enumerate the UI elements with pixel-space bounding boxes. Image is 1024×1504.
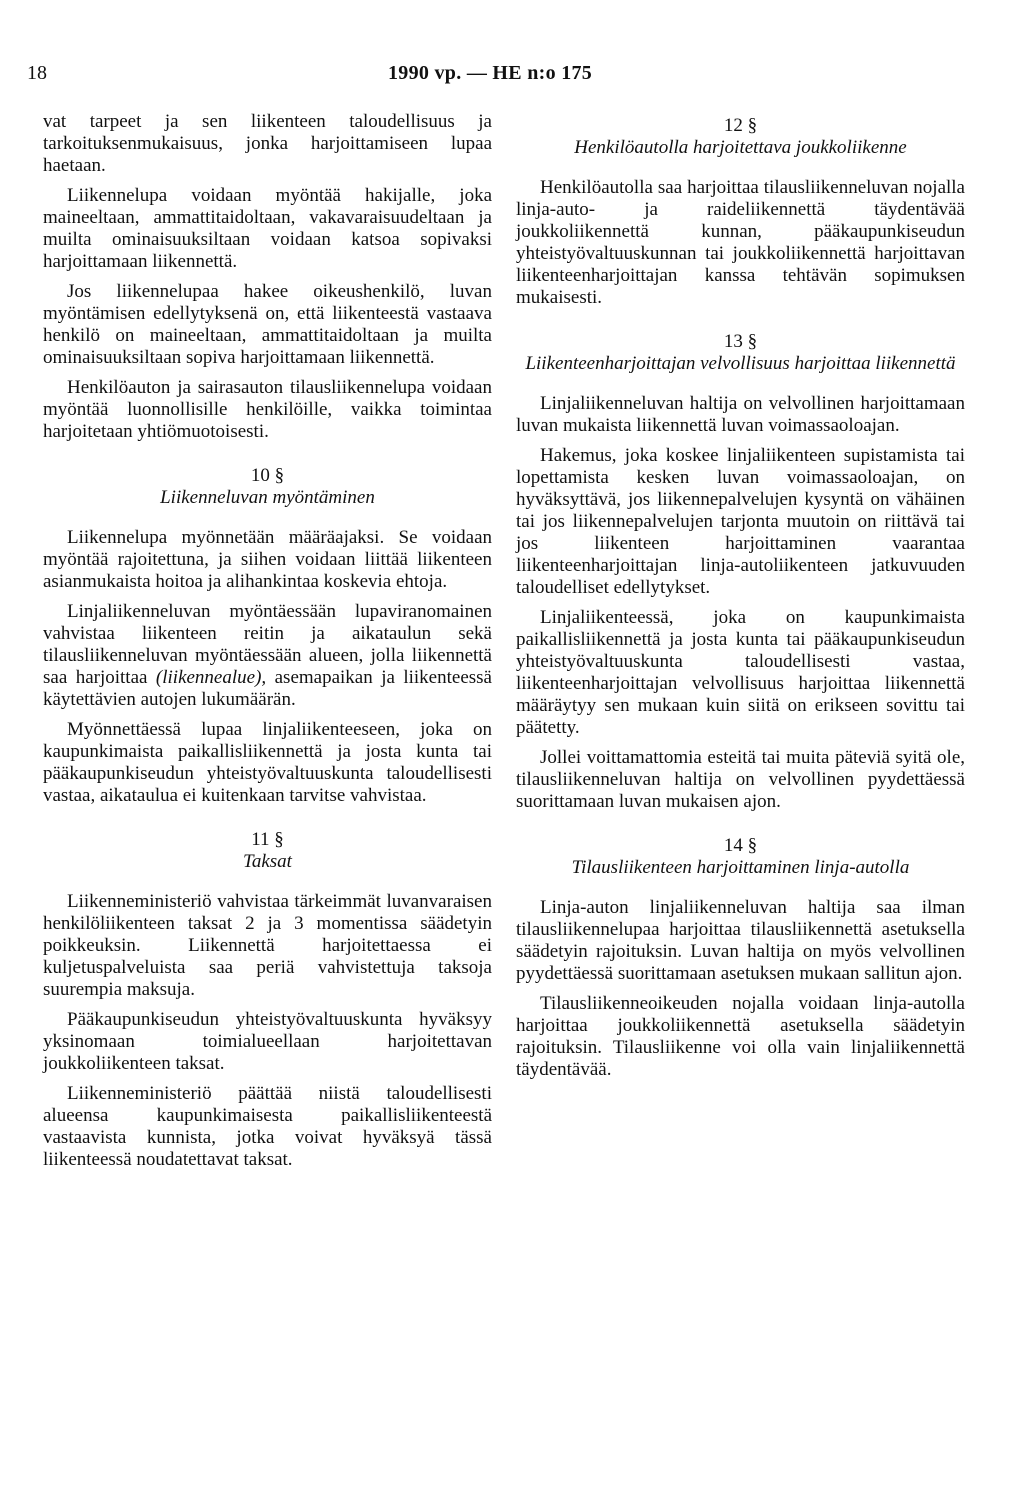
- section-title: Liikenneluvan myöntäminen: [160, 487, 375, 508]
- left-column: [43, 111, 492, 1179]
- paragraph: Liikennelupa myönnetään määräajaksi. Se voidaan myöntää rajoitettuna, ja siihen voidaan liittää liikenteen asianmukaista hoitoa ja alihankintaa koskevia ehtoja.: [43, 527, 492, 592]
- section-number: 10 §: [250, 465, 285, 486]
- section-title: Henkilöautolla harjoitettava joukkoliikenne: [574, 137, 907, 158]
- section-title: Liikenteenharjoittajan velvollisuus harjoittaa liikennettä: [525, 353, 956, 374]
- section-number: 11 §: [251, 829, 284, 850]
- section-10-heading: [43, 465, 492, 509]
- paragraph: vat tarpeet ja sen liikenteen taloudellisuus ja tarkoituksenmukaisuus, jonka harjoittamiseen lupaa haetaan.: [43, 111, 492, 176]
- right-column: [516, 111, 965, 1089]
- paragraph: Henkilöautolla saa harjoittaa tilausliikenneluvan nojalla linja-auto- ja raideliikennettä täydentävää joukkoliikennettä kunnan, pääkaupunkiseudun yhteistyövaltuuskunnan tai joukkoliikennettä harjoittavan liikenteenharjoittajan kanssa tehtävän sopimuksen mukaisesti.: [516, 177, 965, 308]
- paragraph: Hakemus, joka koskee linjaliikenteen supistamista tai lopettamista kesken luvan voimassaoloajan, on hyväksyttävä, jos liikennepalvelujen kysyntä on vähäinen tai jos liikennepalvelujen tarjonta muutoin on riittävä tai jos liikenteen harjoittaminen vaarantaa liikenteenharjoittajan linja-autoliikenteen jatkuvuuden taloudelliset edellytykset.: [516, 445, 965, 598]
- section-title: Taksat: [243, 851, 292, 872]
- section-number: 14 §: [723, 835, 758, 856]
- paragraph: [43, 601, 492, 711]
- paragraph: Linja-auton linjaliikenneluvan haltija saa ilman tilausliikennelupaa harjoittaa tilausliikennettä asetuksella säädetyin rajoituksin. Luvan haltija on myös velvollinen pyydettäessä suorittamaan asetuksen mukaan sallitun ajon.: [516, 897, 965, 984]
- paragraph: Henkilöauton ja sairasauton tilausliikennelupa voidaan myöntää luonnollisille henkilöille, vaikka toimintaa harjoitetaan yhtiömuotoisesti.: [43, 377, 492, 442]
- page-number: 18: [27, 62, 47, 84]
- section-14-heading: [516, 835, 965, 879]
- paragraph: Myönnettäessä lupaa linjaliikenteeseen, joka on kaupunkimaista paikallisliikennettä ja josta kunta tai pääkaupunkiseudun yhteistyövaltuuskunta taloudellisesti vastaa, aikataulua ei kuitenkaan tarvitse vahvistaa.: [43, 719, 492, 806]
- paragraph: Liikenneministeriö vahvistaa tärkeimmät luvanvaraisen henkilöliikenteen taksat 2 ja 3 momentissa säädetyin poikkeuksin. Liikennettä harjoitettaessa ei kuljetuspalveluista saa periä vahvistettuja taksoja suurempia maksuja.: [43, 891, 492, 1000]
- paragraph-text: asemapaikan ja liikenteessä käytettävien autojen lukumäärän.: [43, 667, 492, 710]
- paragraph: Liikenneministeriö päättää niistä taloudellisesti alueensa kaupunkimaisesta paikallisliikenteestä vastaavista kunnista, jotka voivat hyväksyä tässä liikenteessä noudatettavat taksat.: [43, 1083, 492, 1170]
- paragraph: Liikennelupa voidaan myöntää hakijalle, joka maineeltaan, ammattitaidoltaan, vakavaraisuudeltaan ja muilta ominaisuuksiltaan voidaan katsoa sopivaksi harjoittamaan liikennettä.: [43, 185, 492, 272]
- term-italic: (liikennealue),: [155, 667, 267, 688]
- section-number: 12 §: [723, 115, 758, 136]
- paragraph: Linjaliikenteessä, joka on kaupunkimaista paikallisliikennettä ja josta kunta tai pääkaupunkiseudun yhteistyövaltuuskunta taloudellisesti vastaa, liikenteenharjoittajan velvollisuus harjoittaa liikennettä määräytyy sen mukaan kuin siitä on erikseen sovittu tai päätetty.: [516, 607, 965, 738]
- running-head: 1990 vp. — HE n:o 175: [388, 62, 593, 84]
- section-12-heading: [516, 115, 965, 159]
- section-13-heading: [516, 331, 965, 375]
- section-title: Tilausliikenteen harjoittaminen linja-autolla: [571, 857, 910, 878]
- paragraph: Pääkaupunkiseudun yhteistyövaltuuskunta hyväksyy yksinomaan toimialueellaan harjoitettavan joukkoliikenteen taksat.: [43, 1009, 492, 1074]
- paragraph: Tilausliikenneoikeuden nojalla voidaan linja-autolla harjoittaa joukkoliikennettä asetuksella säädetyin rajoituksin. Tilausliikenne voi olla vain linjaliikennettä täydentävää.: [516, 993, 965, 1080]
- paragraph: Linjaliikenneluvan haltija on velvollinen harjoittamaan luvan mukaista liikennettä luvan voimassaoloajan.: [516, 393, 965, 436]
- section-number: 13 §: [723, 331, 758, 352]
- paragraph: Jollei voittamattomia esteitä tai muita päteviä syitä ole, tilausliikenneluvan haltija on velvollinen pyydettäessä suorittamaan luvan mukaisen ajon.: [516, 747, 965, 812]
- section-11-heading: [43, 829, 492, 873]
- page-header: [0, 62, 1024, 92]
- paragraph: Jos liikennelupaa hakee oikeushenkilö, luvan myöntämisen edellytyksenä on, että liikenteestä vastaava henkilö on maineeltaan, ammattitaidoltaan ja muilta ominaisuuksiltaan sopiva harjoittamaan liikennettä.: [43, 281, 492, 368]
- paragraph-text: Linjaliikenneluvan myöntäessään lupaviranomainen vahvistaa liikenteen reitin ja aikataulun sekä tilausliikenneluvan myöntäessään alueen, jolla liikennettä saa harjoittaa: [43, 601, 492, 688]
